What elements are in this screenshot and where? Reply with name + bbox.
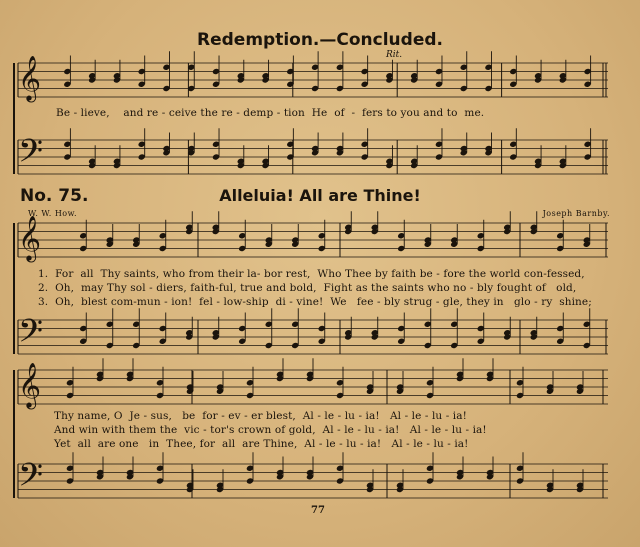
bass-clef: 𝄢 xyxy=(18,313,44,359)
section-title: Redemption.—Concluded. xyxy=(197,30,443,50)
treble-clef: 𝄞 xyxy=(18,216,42,262)
treble-clef: 𝄞 xyxy=(18,56,42,102)
composer-credit: Joseph Barnby. xyxy=(542,209,610,218)
verse-2-line-1: 2. Oh, may Thy sol - diers, faith-ful, true and bold, Fight as the saints who no - bly fought of old, xyxy=(38,282,577,294)
hymn-number: No. 75. xyxy=(20,186,89,206)
ritardando-marking: Rit. xyxy=(386,50,403,60)
hymn-title: Alleluia! All are Thine! xyxy=(219,186,421,205)
verse-2-line-2: And win with them the vic - tor's crown of gold, Al - le - lu - ia! Al - le - lu - ia! xyxy=(54,424,487,436)
verse-1-line-2: Thy name, O Je - sus, be for - ev - er blest, Al - le - lu - ia! Al - le - lu - ia! xyxy=(54,410,467,422)
author-credit: W. W. How. xyxy=(28,209,78,218)
verse-3-line-2: Yet all are one in Thee, for all are Thine, Al - le - lu - ia! Al - le - lu - ia! xyxy=(54,438,469,450)
verse-1-line-1: 1. For all Thy saints, who from their la- bor rest, Who Thee by faith be - fore the world con-fessed, xyxy=(38,268,585,280)
bass-clef: 𝄢 xyxy=(18,457,44,503)
verse-3-line-1: 3. Oh, blest com-mun - ion! fel - low-ship di - vine! We fee - bly strug - gle, they in glo - ry shine; xyxy=(38,296,592,308)
treble-clef: 𝄞 xyxy=(18,363,42,409)
page-number: 77 xyxy=(311,505,325,516)
bass-clef: 𝄢 xyxy=(18,133,44,179)
lyric-line: Be - lieve, and re - ceive the re - demp - tion He of - fers to you and to me. xyxy=(56,107,485,119)
